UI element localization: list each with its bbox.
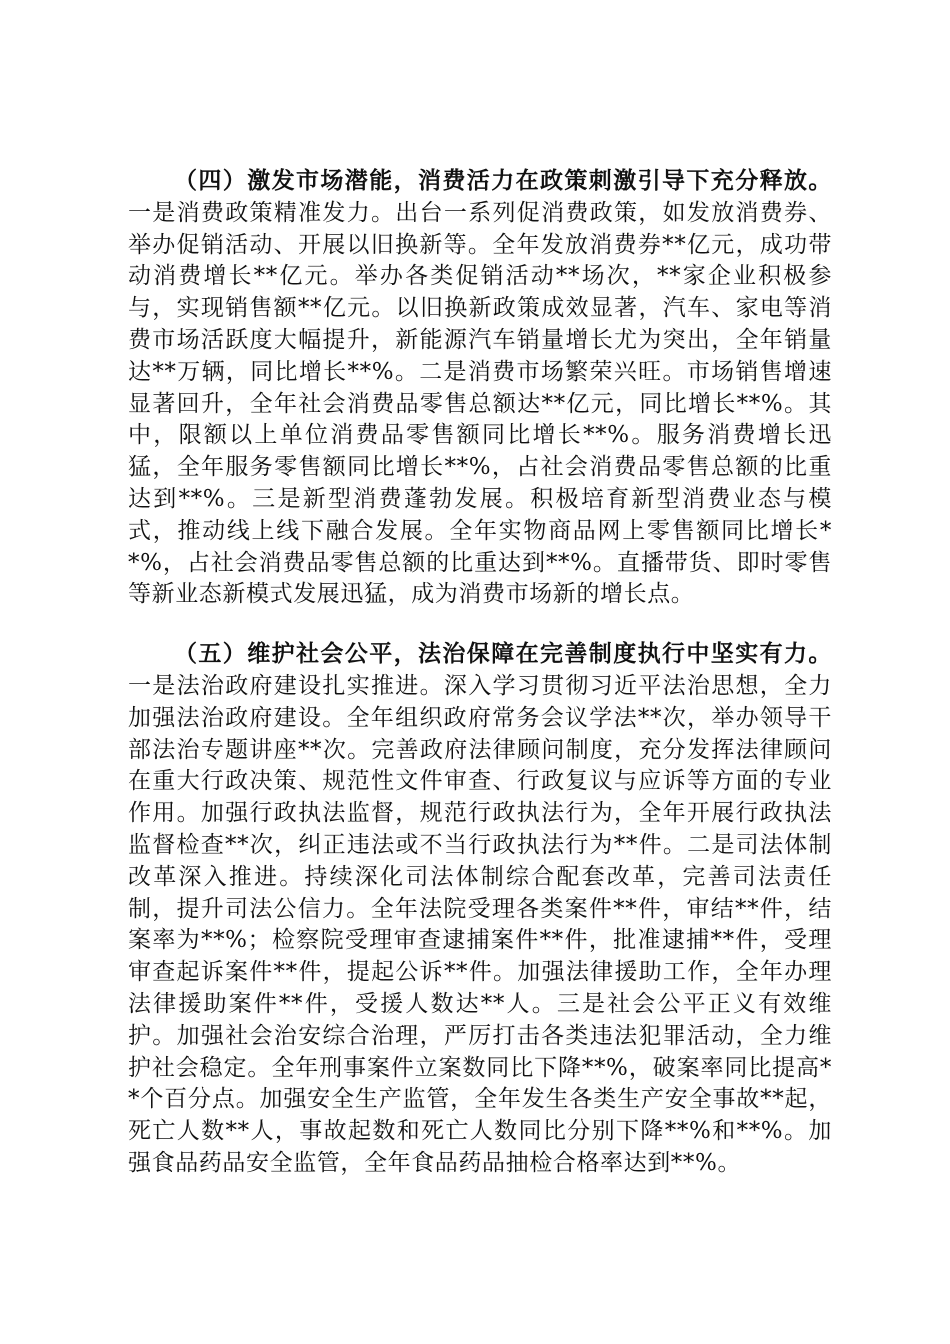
section-five-heading: （五）维护社会公平，法治保障在完善制度执行中坚实有力。 <box>174 640 832 668</box>
section-four-paragraph <box>128 165 832 611</box>
document-body <box>128 165 832 1180</box>
section-four-body: 一是消费政策精准发力。出台一系列促消费政策，如发放消费券、举办促销活动、开展以旧换新等。全年发放消费券**亿元，成功带动消费增长**亿元。举办各类促销活动**场次，**家企业积极参与，实现销售额**亿元。以旧换新政策成效显著，汽车、家电等消费市场活跃度大幅提升，新能源汽车销量增长尤为突出，全年销量达**万辆，同比增长**%。二是消费市场繁荣兴旺。市场销售增速显著回升，全年社会消费品零售总额达**亿元，同比增长**%。其中，限额以上单位消费品零售额同比增长**%。服务消费增长迅猛，全年服务零售额同比增长**%，占社会消费品零售总额的比重达到**%。三是新型消费蓬勃发展。积极培育新型消费业态与模式，推动线上线下融合发展。全年实物商品网上零售额同比增长**%，占社会消费品零售总额的比重达到**%。直播带货、即时零售等新业态新模式发展迅猛，成为消费市场新的增长点。 <box>128 199 832 608</box>
section-five-body: 一是法治政府建设扎实推进。深入学习贯彻习近平法治思想，全力加强法治政府建设。全年组织政府常务会议学法**次，举办领导干部法治专题讲座**次。完善政府法律顾问制度，充分发挥法律顾问在重大行政决策、规范性文件审查、行政复议与应诉等方面的专业作用。加强行政执法监督，规范行政执法行为，全年开展行政执法监督检查**次，纠正违法或不当行政执法行为**件。二是司法体制改革深入推进。持续深化司法体制综合配套改革，完善司法责任制，提升司法公信力。全年法院受理各类案件**件，审结**件，结案率为**%；检察院受理审查逮捕案件**件，批准逮捕**件，受理审查起诉案件**件，提起公诉**件。加强法律援助工作，全年办理法律援助案件**件，受援人数达**人。三是社会公平正义有效维护。加强社会治安综合治理，严厉打击各类违法犯罪活动，全力维护社会稳定。全年刑事案件立案数同比下降**%，破案率同比提高**个百分点。加强安全生产监管，全年发生各类生产安全事故**起，死亡人数**人，事故起数和死亡人数同比分别下降**%和**%。加强食品药品安全监管，全年食品药品抽检合格率达到**%。 <box>128 672 832 1176</box>
section-four-heading: （四）激发市场潜能，消费活力在政策刺激引导下充分释放。 <box>174 167 832 194</box>
section-five-paragraph <box>128 638 832 1180</box>
